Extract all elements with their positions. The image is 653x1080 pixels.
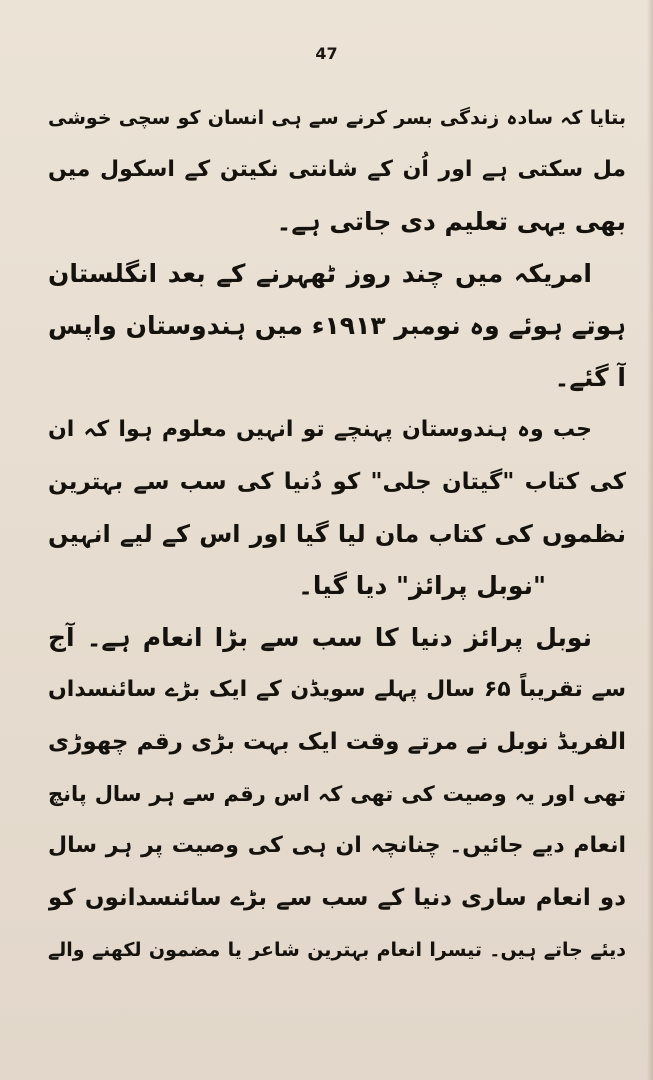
body-text [48,92,626,976]
text-line: الفریڈ نوبل نے مرتے وقت ایک بہت بڑی رقم چھوڑی [48,729,626,755]
page-edge-shadow [647,0,653,1080]
text-line: آ گئے۔ [554,363,626,392]
text-line: سے تقریباً ۶۵ سال پہلے سویڈن کے ایک بڑے سائنسداں [48,677,626,702]
text-line: "نوبل پرائز" دیا گیا۔ [298,571,546,600]
text-line: دیئے جاتے ہیں۔ تیسرا انعام بہترین شاعر یا مضمون لکھنے والے [48,939,626,961]
page-number: 47 [315,44,338,63]
text-line: تھی اور یہ وصیت کی تھی کہ اس رقم سے ہر سال پانچ [48,782,626,806]
paragraph-start-line: جب وہ ہندوستان پہنچے تو انہیں معلوم ہوا کہ ان [48,417,592,442]
paragraph-start-line: نوبل پرائز دنیا کا سب سے بڑا انعام ہے۔ آج [48,623,592,652]
text-line: مل سکتی ہے اور اُن کے شانتی نکیتن کے اسکول میں [48,157,626,182]
text-line: بھی یہی تعلیم دی جاتی ہے۔ [276,207,626,236]
text-line: دو انعام ساری دنیا کے سب سے بڑے سائنسدانوں کو [48,885,626,911]
text-line: انعام دیے جائیں۔ چنانچہ ان ہی کی وصیت پر ہر سال [48,833,626,858]
text-line: بتایا کہ سادہ زندگی بسر کرنے سے ہی انسان کو سچی خوشی [48,107,626,129]
text-line: کی کتاب "گیتان جلی" کو دُنیا کی سب سے بہترین [48,469,626,495]
text-line: نظموں کی کتاب مان لیا گیا اور اس کے لیے انہیں [48,520,626,548]
paragraph-start-line: امریکہ میں چند روز ٹھہرنے کے بعد انگلستان [48,259,592,288]
text-line: ہوتے ہوئے وہ نومبر ۱۹۱۳ء میں ہندوستان واپس [48,311,626,340]
